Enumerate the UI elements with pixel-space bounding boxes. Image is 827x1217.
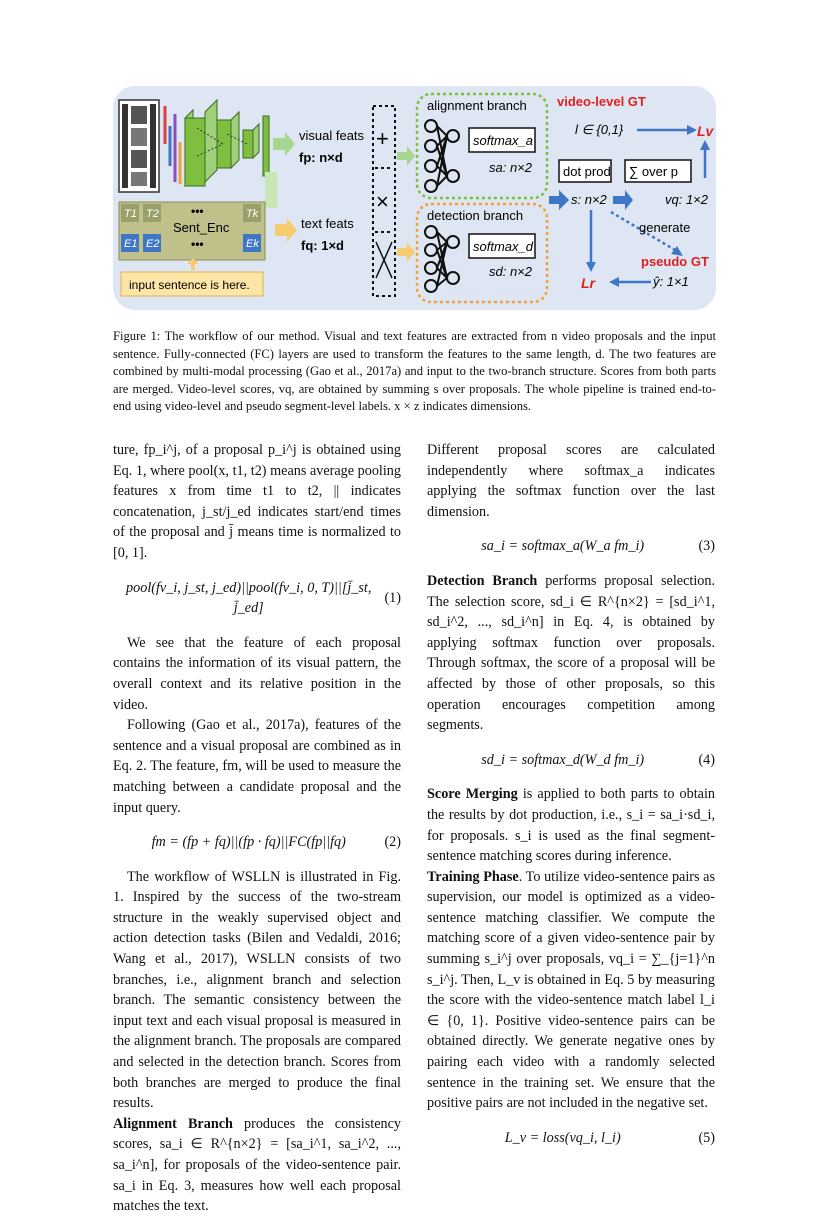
visual-connector	[265, 172, 277, 208]
token-t2: T2	[146, 208, 159, 220]
alignment-branch-heading: Alignment Branch	[113, 1115, 233, 1132]
sent-enc-label: Sent_Enc	[173, 220, 230, 235]
lv-label: Lv	[697, 123, 714, 139]
visual-feats-label: visual feats	[299, 128, 365, 143]
right-paragraph-4	[427, 867, 715, 1114]
alignment-branch-text: produces the consistency scores, sa_i ∈ R^{n×2} = [sa_i^1, sa_i^2, ..., sa_i^n], for proposals of the video-sentence pair. sa_i in Eq. 3, measures how well each proposal matches the text.	[113, 1115, 401, 1215]
generate-label: generate	[639, 220, 691, 235]
equation-4-number: (4)	[698, 751, 715, 768]
equation-2-body: fm = (fp + fq)||(fp · fq)||FC(fp||fq)	[151, 834, 346, 851]
equation-1-body: pool(fv_i, j_st, j_ed)||pool(fv_i, 0, T)||[j̄_st, j̄_ed]	[126, 579, 372, 617]
left-column	[113, 440, 401, 1217]
input-sentence: input sentence is here.	[129, 278, 250, 292]
left-paragraph-4: The workflow of WSLLN is illustrated in Fig. 1. Inspired by the success of the two-stream structure in the weakly supervised object and action detection tasks (Bilen and Vedaldi, 2016; Wang et al., 2017), WSLLN consists of two branches, i.e., alignment branch and selection branch. The semantic consistency between the input text and each visual proposal is measured in the alignment branch. The proposals are compared and selected in the detection branch. Scores from both branches are merged to produce the final results.	[113, 868, 401, 1112]
dot-prod-label: dot prod	[563, 164, 611, 179]
equation-4	[427, 750, 715, 771]
dots-top: •••	[191, 204, 204, 218]
equation-1	[113, 578, 401, 619]
times-op: ×	[376, 189, 389, 214]
left-paragraph-3: Following (Gao et al., 2017a), features of the sentence and a visual proposal are combined as in Eq. 2. The feature, fm, will be used to measure the matching between a candidate proposal and the input query.	[113, 717, 401, 816]
equation-4-body: sd_i = softmax_d(W_d fm_i)	[481, 751, 645, 768]
equation-3-body: sa_i = softmax_a(W_a fm_i)	[481, 538, 645, 555]
left-paragraph-5	[113, 1114, 401, 1217]
training-phase-text: . To utilize video-sentence pairs as supervision, our model is optimized as a video-sentence matching classifier. We compute the matching score of a given video-sentence pair by summing s_i^j over proposals, vq_i = ∑_{j=1}^n s_i^j. Then, L_v is obtained in Eq. 5 by measuring the score with the video-sentence match label l_i ∈ {0, 1}. Positive video-sentence pairs can be obtained directly. We generate negative ones by pairing each video with a randomly selected sentence in the training set. We ensure that the positive pairs are not included in the negative set.	[427, 868, 716, 1112]
equation-5	[427, 1128, 715, 1149]
detection-branch-label: detection branch	[427, 208, 524, 223]
s-dim-label: s: n×2	[571, 192, 607, 207]
sd-dim-label: sd: n×2	[489, 264, 533, 279]
workflow-diagram	[113, 86, 716, 310]
token-ek: Ek	[246, 238, 259, 250]
token-tk: Tk	[246, 208, 259, 220]
right-paragraph-1: Different proposal scores are calculated independently where softmax_a indicates applying the softmax function over the last dimension.	[427, 442, 715, 520]
token-t1: T1	[124, 208, 137, 220]
label-set: l ∈ {0,1}	[575, 122, 624, 137]
equation-2	[113, 832, 401, 853]
vq-dim-label: vq: 1×2	[665, 192, 709, 207]
left-paragraph-2: We see that the feature of each proposal contains the information of its visual pattern, the overall context and its relative position in the video.	[113, 634, 401, 713]
lr-label: Lr	[581, 275, 595, 291]
sentence-encoder	[119, 202, 265, 260]
equation-5-number: (5)	[698, 1129, 715, 1146]
sa-dim-label: sa: n×2	[489, 160, 533, 175]
token-e2: E2	[146, 238, 160, 250]
text-feats-label: text feats	[301, 216, 354, 231]
video-frames-icon	[119, 100, 159, 192]
figure-caption: Figure 1: The workflow of our method. Visual and text features are extracted from n video proposals and the input sentence. Fully-connected (FC) layers are used to transform the features to the same length, d. The two features are combined by multi-modal processing (Gao et al., 2017a) and input to the two-branch structure. Scores from both parts are merged. Video-level scores, vq, are obtained by summing s over proposals. The whole pipeline is trained end-to-end using video-level and pseudo segment-level labels. x × z indicates dimensions.	[113, 329, 716, 414]
visual-dim-label: fp: n×d	[299, 150, 343, 165]
score-merging-heading: Score Merging	[427, 786, 518, 803]
right-paragraph-2	[427, 571, 715, 736]
score-merging-text: is applied to both parts to obtain the results by dot production, i.e., s_i = sa_i·sd_i, for proposals. s_i is used as the final segment-sentence matching scores during inference.	[427, 786, 716, 865]
right-paragraph-3	[427, 784, 715, 866]
softmax-a-label: softmax_a	[473, 133, 533, 148]
workflow-figure	[113, 86, 716, 310]
video-level-gt-label: video-level GT	[557, 94, 646, 109]
alignment-branch-label: alignment branch	[427, 98, 527, 113]
sum-label: ∑ over p	[629, 164, 679, 179]
training-phase-heading: Training Phase	[427, 868, 519, 885]
left-paragraph-1: ture, fp_i^j, of a proposal p_i^j is obtained using Eq. 1, where pool(x, t1, t2) means average pooling features x from time t1 to t2, || indicates concatenation, j_st/j_ed indicates start/end times of the proposal and j̄ means time is normalized to [0, 1].	[113, 442, 401, 561]
equation-1-number: (1)	[384, 589, 401, 606]
equation-5-body: L_v = loss(vq_i, l_i)	[504, 1129, 621, 1146]
detection-branch-heading: Detection Branch	[427, 572, 538, 589]
token-e1: E1	[124, 238, 138, 250]
pseudo-gt-label: pseudo GT	[641, 254, 709, 269]
yhat-dim-label: ŷ: 1×1	[653, 274, 689, 289]
detection-branch-text: performs proposal selection. The selection score, sd_i ∈ R^{n×2} = [sd_i^1, sd_i^2, ..., sd_i^n] in Eq. 4, is obtained by applying softmax function over proposals. Through softmax, the score of a proposal will be affected by those of other proposals, so this operation encourages competition among segments.	[427, 572, 715, 734]
equation-3-number: (3)	[698, 538, 715, 555]
dots-bottom: •••	[191, 237, 204, 251]
plus-op: +	[376, 126, 389, 151]
softmax-d-label: softmax_d	[473, 239, 533, 254]
equation-3	[427, 536, 715, 557]
text-dim-label: fq: 1×d	[301, 238, 344, 253]
equation-2-number: (2)	[384, 834, 401, 851]
right-column	[427, 440, 715, 1162]
